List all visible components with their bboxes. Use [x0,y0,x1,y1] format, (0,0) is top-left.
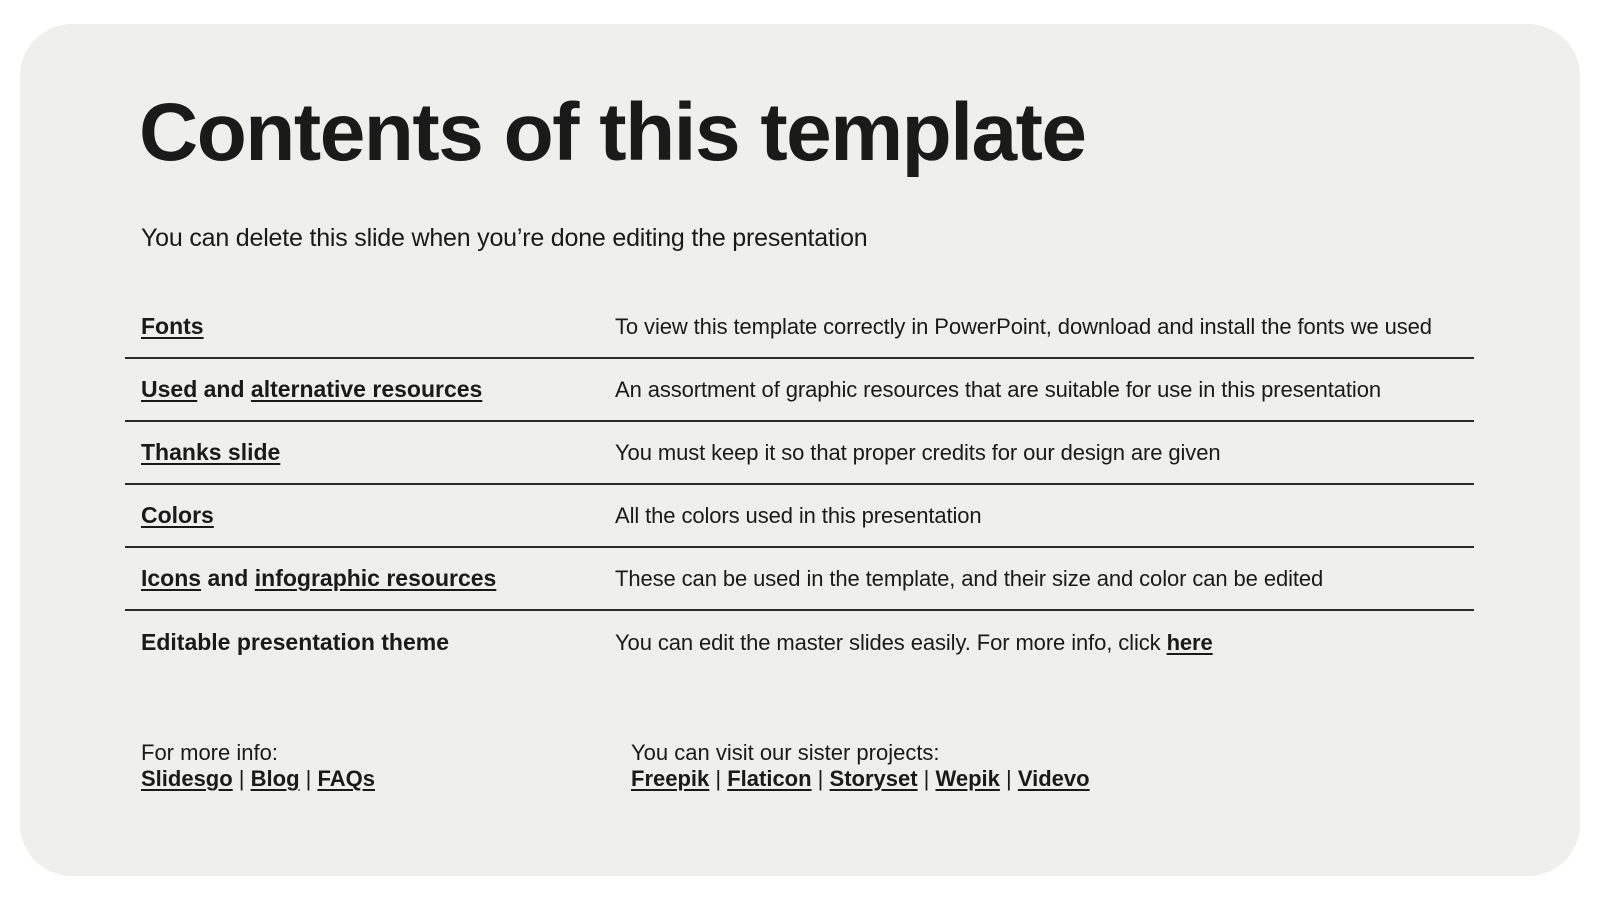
link-freepik[interactable]: Freepik [631,766,710,791]
subtitle: You can delete this slide when you’re done editing the presentation [141,224,868,252]
text-segment: You can edit the master slides easily. For more info, click [615,629,1167,655]
text-segment: Editable presentation theme [141,629,450,655]
table-row [125,422,1474,485]
link-colors[interactable]: Colors [141,502,214,528]
link-blog[interactable]: Blog [250,766,300,791]
link-thanks-slide[interactable]: Thanks slide [141,439,281,465]
separator: | [709,766,728,791]
row-title [125,502,615,529]
link-fonts[interactable]: Fonts [141,313,204,339]
row-description [615,630,1474,656]
separator: | [232,766,251,791]
row-description [615,503,1474,529]
table-row [125,296,1474,359]
link-here[interactable]: here [1166,629,1213,655]
link-videvo[interactable]: Videvo [1017,766,1090,791]
link-infographic-resources[interactable]: infographic resources [254,565,497,591]
text-segment: These can be used in the template, and their size and color can be edited [615,565,1324,591]
row-description [615,566,1474,592]
contents-table [125,296,1474,674]
table-row [125,359,1474,422]
row-description [615,314,1474,340]
link-flaticon[interactable]: Flaticon [727,766,812,791]
footer-info-label: For more info: [141,740,278,765]
link-slidesgo[interactable]: Slidesgo [141,766,233,791]
footer-info [141,740,375,792]
row-description [615,440,1474,466]
footer-sister [631,740,1090,792]
table-row [125,548,1474,611]
footer-info-links [141,766,375,792]
row-title [125,313,615,340]
text-segment: You must keep it so that proper credits for our design are given [615,439,1221,465]
row-description [615,377,1474,403]
table-row [125,485,1474,548]
text-segment: An assortment of graphic resources that are suitable for use in this presentation [615,376,1381,402]
separator: | [299,766,318,791]
table-row [125,611,1474,674]
text-segment: To view this template correctly in PowerPoint, download and install the fonts we used [615,313,1432,339]
row-title [125,565,615,592]
link-faqs[interactable]: FAQs [317,766,375,791]
text-segment: All the colors used in this presentation [615,502,982,528]
row-title [125,629,615,656]
link-wepik[interactable]: Wepik [935,766,1000,791]
text-segment: and [197,376,251,402]
footer-sister-links [631,766,1090,792]
footer-sister-label: You can visit our sister projects: [631,740,940,765]
row-title [125,376,615,403]
separator: | [917,766,936,791]
link-icons[interactable]: Icons [141,565,202,591]
link-alternative-resources[interactable]: alternative resources [250,376,483,402]
link-storyset[interactable]: Storyset [829,766,918,791]
page-title: Contents of this template [139,87,1086,178]
text-segment: and [201,565,255,591]
separator: | [999,766,1018,791]
link-used[interactable]: Used [141,376,198,402]
separator: | [811,766,830,791]
row-title [125,439,615,466]
